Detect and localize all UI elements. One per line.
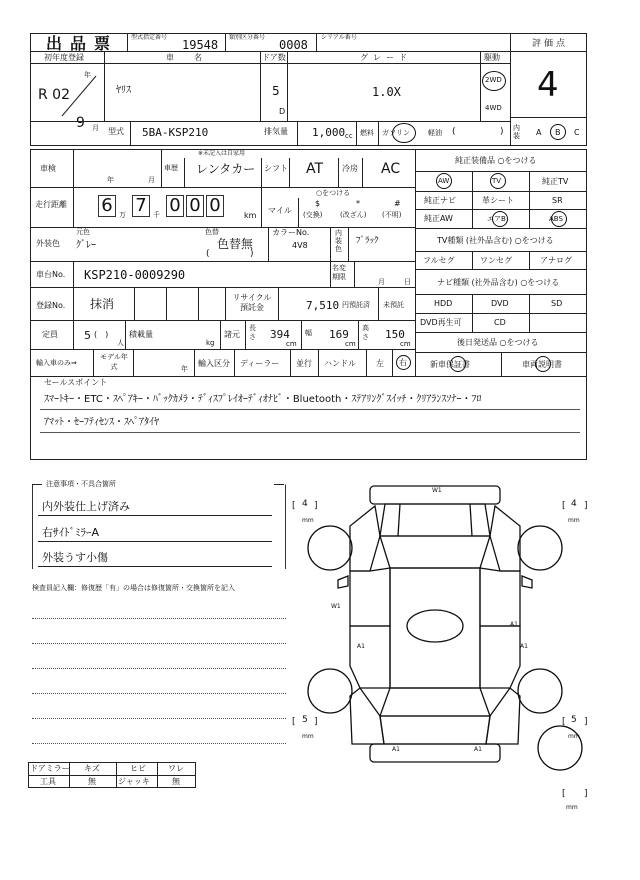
original-color: ｸﾞﾚｰ (76, 240, 96, 251)
rear-left-fender (350, 688, 384, 744)
length-unit: cm (286, 340, 297, 348)
svg-text:]: ] (314, 717, 318, 727)
class-value: 0008 (279, 38, 308, 52)
sales-line-1: ｽﾏｰﾄｷｰ・ETC・ｽﾍﾟｱｷｰ・ﾊﾞｯｸｶﾒﾗ・ﾃﾞｨｽﾌﾟﾚｲｵｰﾃﾞｨｵﾅﾋﾞ・Bluetooth・ｽﾃｱﾘﾝｸﾞｽｲｯﾁ・ｸﾘｱﾗﾝｽｿﾅｰ・ﾌﾛ (44, 394, 482, 405)
tools-value: 無 (88, 777, 96, 786)
width-label: 幅 (305, 329, 312, 337)
grade-value: 1.0X (372, 85, 401, 99)
fuel-label: 燃料 (360, 129, 374, 137)
ac-label: 冷房 (342, 164, 358, 173)
color-change-label: 色替 (205, 228, 219, 236)
damage-a1-bottom-2: A1 (474, 746, 482, 753)
rear-window (380, 688, 490, 716)
tv-type-header: TV種類 (社外品含む) ○をつける (437, 236, 554, 245)
import-class-label: 輸入区分 (198, 359, 230, 368)
displacement-unit: cc (345, 132, 353, 140)
registration-label: 登録No. (36, 301, 66, 310)
name-change-day: 日 (404, 278, 411, 286)
recycle-label: リサイクル預託金 (232, 293, 272, 312)
svg-text:[: [ (562, 717, 566, 727)
left-label: 左 (376, 359, 384, 368)
genuine-header: 純正装備品 ○をつける (455, 156, 537, 165)
mileage-digit-1: 6 (98, 195, 116, 217)
damage-w1-top: W1 (432, 487, 442, 494)
rear-right-door (480, 626, 520, 688)
aw-short: AW (438, 177, 450, 185)
roof (390, 568, 480, 688)
displacement-label: 排気量 (264, 127, 288, 136)
class-label: 類別区分番号 (229, 34, 266, 41)
mileage-digit-4: 0 (186, 195, 204, 217)
height-value: 150 (385, 328, 405, 341)
fuel-bracket-open: ( (452, 127, 456, 137)
model-type-label: 型式 (108, 127, 124, 136)
car-diagram (290, 476, 590, 816)
genuine-tv: 純正TV (542, 177, 569, 186)
doors-value: 5 (272, 84, 280, 98)
interior-b: B (555, 128, 561, 137)
sr: SR (552, 196, 563, 205)
interior-c: C (574, 128, 580, 137)
original-color-label: 元色 (76, 228, 90, 236)
person-unit: 人 (117, 339, 124, 347)
first-reg-label: 初年度登録 (44, 53, 84, 62)
tools: 工具 (40, 777, 56, 786)
chassis-label: 車台No. (36, 270, 66, 279)
fuel-light-oil: 軽油 (428, 129, 442, 137)
navi-type-header: ナビ種類 (社外品含む) ○をつける (437, 278, 560, 287)
recycle-value: 7,510 (306, 299, 340, 312)
star-mark: * (356, 199, 360, 208)
notes-line-2: 右ｻｲﾄﾞﾐﾗｰA (42, 526, 100, 539)
import-label: 輸入車のみ⇒ (36, 359, 77, 367)
rear-right-fender (486, 688, 520, 744)
svg-text:]: ] (584, 501, 588, 511)
analog: アナログ (540, 256, 572, 265)
width-unit: cm (345, 340, 356, 348)
mileage-unit: km (244, 211, 257, 220)
registration-value: 抹消 (90, 297, 115, 311)
door-mirror: ドアミラー (30, 764, 70, 773)
scratch: キズ (84, 764, 100, 773)
tread-fl: 4 (302, 499, 308, 509)
left-mirror (338, 576, 348, 588)
color-no-label: カラーNo. (272, 228, 310, 237)
doors-suffix: D (279, 107, 286, 116)
car-name-value: ﾔﾘｽ (116, 85, 131, 96)
trunk (380, 716, 490, 744)
recycle-status-paid: 預託済 (349, 301, 370, 309)
front-left-fender (350, 506, 380, 571)
front-right-fender (490, 506, 520, 571)
hash-mark: # (394, 199, 401, 208)
tread-rr: 5 (571, 715, 577, 725)
model-year-label: モデル年式 (100, 353, 128, 371)
mileage-label: 走行距離 (35, 200, 67, 209)
cd: CD (494, 318, 506, 327)
dealer-label: ディーラー (240, 359, 280, 368)
tread-spare-unit: mm (566, 804, 578, 811)
capacity-value: 5 (84, 329, 91, 342)
jack-value: 無 (172, 777, 180, 786)
later-items-header: 後日発送品 ○をつける (457, 338, 539, 347)
fuel-bracket-close: ) (500, 127, 504, 137)
damage-a1-right-1: A1 (510, 621, 518, 628)
sales-line-2: ｱﾏｯﾄ・ｾｰﾌﾃｨｾﾝｽ・ｽﾍﾟｱﾀｲﾔ (44, 417, 159, 428)
mileage-digit-5: 0 (206, 195, 224, 217)
drive-2wd: 2WD (485, 76, 502, 84)
kg-unit: kg (206, 339, 215, 347)
genuine-navi: 純正ナビ (424, 196, 456, 205)
notes-label: 注意事項・不具合箇所 (46, 480, 116, 488)
tread-rl: 5 (302, 715, 308, 725)
drive-4wd: 4WD (485, 104, 502, 112)
parallel-label: 並行 (296, 359, 312, 368)
rating-label: 評価点 (532, 39, 569, 49)
tread-fl-unit: mm (302, 517, 314, 524)
rear-left-wheel (308, 669, 352, 713)
break: ワレ (168, 764, 184, 773)
drive-label: 駆動 (484, 53, 500, 62)
inspector-label: 検査員記入欄：修復歴「有」の場合は修復箇所・交換箇所を記入 (32, 584, 235, 592)
sales-label: セールスポイント (44, 378, 108, 387)
inspection-year-unit: 年 (107, 176, 114, 184)
airbag-short: エアB (487, 215, 506, 223)
new-car-warranty: 新車保証書 (430, 360, 470, 369)
color-paren-close: ) (250, 249, 254, 259)
genuine-aw: 純正AW (424, 214, 453, 223)
dvd-playback: DVD再生可 (420, 318, 462, 327)
color-paren-open: ( (206, 249, 210, 259)
fuel-gasoline: ガソリン (382, 129, 410, 137)
mile-label: マイル (268, 206, 292, 215)
capacity-label: 定員 (42, 330, 58, 339)
tread-rr-unit: mm (568, 733, 580, 740)
length-label: 長さ (249, 324, 256, 341)
recycle-yen: 円 (342, 301, 349, 309)
exterior-label: 外装色 (36, 239, 60, 248)
manual: 車両説明書 (522, 360, 562, 369)
front-right-wheel (518, 526, 562, 570)
circle-note: ○をつける (316, 189, 351, 197)
damage-w1-left: W1 (331, 603, 341, 610)
rear-right-wheel (518, 669, 562, 713)
crack: ヒビ (130, 764, 146, 773)
history-note: ※未記入は自家用 (198, 150, 246, 157)
notes-line-3: 外装うす小傷 (42, 551, 108, 564)
interior-label: 内装 (513, 124, 520, 140)
right-mirror (522, 576, 532, 588)
recycle-status-unpaid: 未預託 (383, 301, 404, 309)
serial-label: シリアル番号 (321, 34, 357, 41)
ac-value: AC (381, 161, 401, 177)
tv-short: TV (492, 177, 502, 185)
svg-text:[: [ (292, 501, 296, 511)
height-unit: cm (400, 340, 411, 348)
mileage-digit-2: 7 (132, 195, 150, 217)
jack: ジャッキ (118, 777, 150, 786)
inspection-month-unit: 月 (148, 176, 155, 184)
capacity-paren: ( ) (94, 330, 109, 339)
load-label: 積載量 (129, 330, 153, 339)
dollar-mark: $ (315, 199, 321, 208)
rear-left-door (350, 626, 390, 688)
front-right-door (480, 568, 520, 626)
interior-color-label: 内装色 (335, 229, 342, 253)
name-change-label: 名変期限 (332, 264, 346, 281)
model-year-unit: 年 (181, 365, 188, 373)
shift-label: シフト (264, 164, 288, 173)
dims-label: 諸元 (224, 330, 240, 339)
handle-label: ハンドル (324, 359, 356, 368)
grade-label: グレード (360, 53, 412, 62)
svg-text:]: ] (584, 717, 588, 727)
tread-fr: 4 (571, 499, 577, 509)
windshield (380, 536, 490, 568)
sd: SD (551, 299, 563, 308)
chassis-value: KSP210-0009290 (84, 268, 186, 282)
hood (380, 504, 490, 536)
leather-seat: 革シート (482, 196, 514, 205)
color-change-value: 色替無 (217, 237, 254, 251)
displacement-value: 1,000 (312, 126, 346, 139)
right-label: 右 (399, 358, 407, 367)
notes-line-1: 内外装仕上げ済み (42, 500, 130, 513)
abs-short: ABS (549, 215, 563, 223)
name-change-month: 月 (378, 278, 385, 286)
mileage-digit-3: 0 (166, 195, 184, 217)
one-seg: ワンセグ (480, 256, 512, 265)
svg-text:[: [ (292, 717, 296, 727)
svg-text:[: [ (562, 789, 566, 799)
model-cert-label: 型式指定番号 (131, 34, 168, 41)
tamper-label: (改ざん) (340, 211, 367, 219)
interior-color-value: ﾌﾞﾗｯｸ (356, 236, 379, 246)
svg-text:]: ] (584, 789, 588, 799)
first-reg-era: R 02 (38, 87, 70, 103)
model-type-value: 5BA-KSP210 (142, 126, 209, 139)
length-value: 394 (270, 328, 290, 341)
page-title: 出品票 (46, 34, 119, 53)
doors-label: ドア数 (262, 53, 286, 62)
height-label: 高さ (362, 324, 369, 341)
history-value: レンタカー (196, 162, 256, 176)
month-unit: 月 (92, 124, 99, 132)
width-value: 169 (329, 328, 349, 341)
exchange-label: (交換) (303, 211, 323, 219)
damage-a1-bottom-1: A1 (392, 746, 400, 753)
model-cert-value: 19548 (182, 38, 219, 52)
date-divider (60, 71, 100, 118)
mileage-man: 万 (119, 211, 126, 219)
year-unit: 年 (84, 71, 91, 79)
svg-text:]: ] (314, 501, 318, 511)
inspection-label: 車検 (40, 164, 56, 173)
damage-a1-right-2: A1 (520, 643, 528, 650)
mileage-sen: 千 (153, 211, 160, 219)
front-left-wheel (308, 526, 352, 570)
hdd: HDD (434, 299, 453, 308)
svg-text:[: [ (562, 501, 566, 511)
color-no-value: 4V8 (292, 241, 308, 250)
rating-value: 4 (537, 65, 559, 105)
unknown-label: (不明) (382, 211, 402, 219)
interior-a: A (536, 128, 542, 137)
damage-a1-left: A1 (357, 643, 365, 650)
full-seg: フルセグ (423, 256, 455, 265)
dvd: DVD (491, 299, 509, 308)
first-reg-month: 9 (76, 115, 85, 131)
tread-fr-unit: mm (568, 517, 580, 524)
tread-rl-unit: mm (302, 733, 314, 740)
car-name-label: 車 名 (166, 53, 208, 62)
roof-panel (407, 610, 463, 642)
history-label: 車歴 (164, 164, 178, 172)
shift-value: AT (306, 161, 324, 177)
front-left-door (350, 568, 390, 626)
